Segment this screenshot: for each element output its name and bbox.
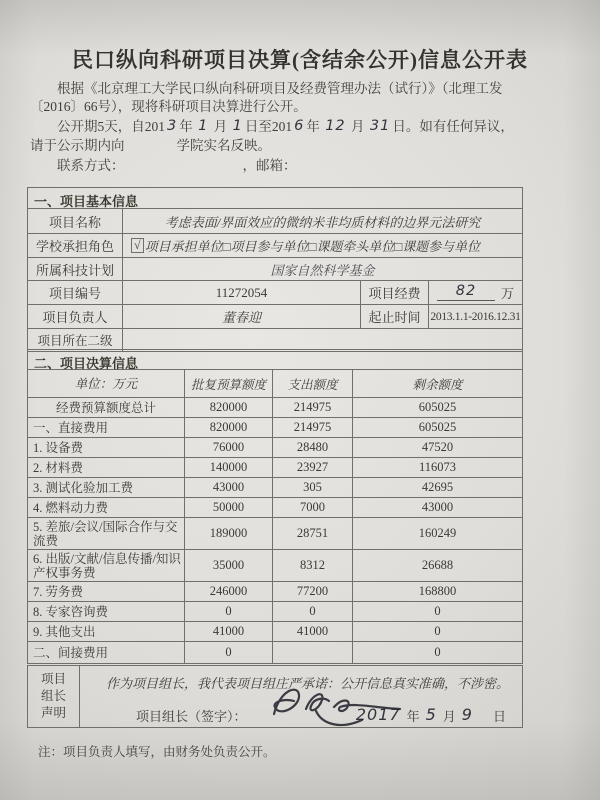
- handwritten-end-day: 31: [369, 118, 391, 134]
- footer-note: 注：项目负责人填写，由财务处负责公开。: [38, 745, 276, 759]
- budget-approved: 820000: [185, 418, 273, 437]
- budget-row-label: 9. 其他支出: [28, 622, 185, 641]
- secondary-unit-label: 项目所在二级: [28, 329, 123, 351]
- budget-approved: 50000: [185, 498, 273, 517]
- project-name-label: 项目名称: [28, 209, 123, 233]
- period-label: 起止时间: [361, 305, 429, 328]
- budget-row-indirect: [28, 642, 522, 663]
- budget-row-label: 4. 燃料动力费: [28, 498, 185, 517]
- row-project-leader: [28, 305, 522, 329]
- budget-approved: 76000: [185, 438, 273, 457]
- secondary-unit-value-empty: [123, 329, 522, 351]
- declaration-promise-text: 作为项目组长，我代表项目组庄严承诺：公开信息真实准确，不涉密。: [106, 676, 510, 691]
- intro-paragraphs: [30, 80, 522, 178]
- sign-month-char: 月: [442, 709, 456, 724]
- budget-row-publication-ip: [28, 550, 522, 582]
- budget-approved: 41000: [185, 622, 273, 641]
- budget-remaining: 42695: [421, 480, 454, 494]
- budget-spent: 23927: [273, 458, 353, 477]
- budget-spent-empty: [273, 642, 353, 663]
- handwritten-sign-day: 9: [461, 705, 473, 724]
- declaration-label: [28, 666, 80, 727]
- budget-remaining: 168800: [418, 584, 457, 598]
- budget-spent: 8312: [273, 550, 353, 581]
- budget-spent: 214975: [273, 398, 353, 417]
- project-number-label: 项目编号: [28, 281, 123, 304]
- budget-row-direct: [28, 418, 522, 438]
- email-label: ，邮箱：: [242, 158, 297, 173]
- budget-row-label: 二、间接费用: [28, 642, 185, 663]
- handwritten-end-year: 6: [294, 118, 305, 134]
- col-header-approved: 批复预算额度: [185, 370, 273, 397]
- budget-remaining: 0: [434, 645, 441, 659]
- project-name-value: 考虑表面/界面效应的微纳米非均质材料的边界元法研究: [164, 214, 481, 230]
- budget-spent: 7000: [273, 498, 353, 517]
- budget-approved: 246000: [185, 582, 273, 601]
- year-char: 年: [179, 119, 193, 134]
- role-unchecked-options: □项目参与单位□课题牵头单位□课题参与单位: [222, 239, 481, 254]
- col-header-unit: 单位：万元: [28, 370, 185, 397]
- budget-row-equipment: [28, 438, 522, 458]
- budget-row-label: 6. 出版/文献/信息传播/知识产权事务费: [28, 550, 185, 581]
- handwritten-start-day: 1: [232, 118, 243, 134]
- role-checked-option: 项目承担单位: [144, 239, 223, 254]
- budget-remaining: 0: [434, 604, 441, 618]
- handwritten-budget-amount: [437, 284, 495, 301]
- college-suffix-print: 学院实名反映。: [176, 137, 271, 153]
- year-char-2: 年: [306, 119, 320, 134]
- budget-row-testing: [28, 478, 522, 498]
- budget-remaining: 160249: [418, 526, 457, 540]
- section1-header: 一、项目基本信息: [27, 187, 523, 209]
- row-school-role: [28, 234, 522, 258]
- handwritten-start-year: 3: [167, 118, 178, 134]
- budget-row-label: 一、直接费用: [28, 418, 185, 437]
- budget-spent: 0: [273, 602, 353, 621]
- contact-label: 联系方式：: [57, 158, 125, 173]
- project-budget-label: 项目经费: [361, 281, 429, 304]
- budget-approved: 0: [185, 642, 273, 663]
- budget-row-label: 3. 测试化验加工费: [28, 478, 185, 497]
- to-date-print: 日至201: [244, 119, 293, 134]
- budget-unit: 万: [500, 286, 514, 301]
- handwritten-start-month: 1: [198, 118, 209, 134]
- project-leader-label: 项目负责人: [28, 305, 123, 328]
- month-char-2: 月: [351, 119, 365, 134]
- sign-here-label: 项目组长（签字）：: [136, 709, 247, 724]
- budget-row-expert-consulting: [28, 602, 522, 622]
- budget-table: [27, 370, 523, 664]
- budget-remaining: 605025: [418, 420, 457, 434]
- budget-remaining: 47520: [421, 440, 454, 454]
- budget-approved: 820000: [185, 398, 273, 417]
- objection-print: 日。如有任何异议，: [392, 119, 514, 134]
- sign-year-char: 年: [406, 709, 420, 724]
- project-leader-value: 董春迎: [123, 305, 361, 328]
- budget-spent: 305: [273, 478, 353, 497]
- signature-date: [354, 706, 506, 725]
- budget-row-total: [28, 398, 522, 418]
- handwritten-sign-month: 5: [425, 705, 437, 724]
- col-header-spent: 支出额度: [273, 370, 353, 397]
- declaration-label-line: 项目: [40, 672, 66, 686]
- row-project-number: [28, 281, 522, 305]
- sci-plan-label: 所属科技计划: [28, 258, 123, 280]
- publicity-period-line: [30, 118, 522, 154]
- budget-row-label: 经费预算额度总计: [28, 398, 185, 417]
- open-line-print: 公开期5天，自201: [57, 119, 165, 134]
- budget-row-other: [28, 622, 522, 642]
- budget-row-fuel-power: [28, 498, 522, 518]
- budget-approved: 0: [185, 602, 273, 621]
- budget-row-travel-conference: [28, 518, 522, 550]
- handwritten-sign-year: 2017: [355, 705, 401, 724]
- budget-approved: 189000: [185, 518, 273, 549]
- budget-remaining: 26688: [421, 558, 454, 572]
- section2-header: 二、项目决算信息: [27, 349, 523, 370]
- budget-row-label: 1. 设备费: [28, 438, 185, 457]
- budget-spent: 28480: [273, 438, 353, 457]
- budget-spent: 214975: [273, 418, 353, 437]
- budget-row-label: 7. 劳务费: [28, 582, 185, 601]
- school-role-value: [123, 234, 522, 257]
- declaration-label-line: 组长: [40, 689, 66, 703]
- handwritten-end-month: 12: [325, 118, 346, 134]
- row-sci-plan: [28, 258, 522, 281]
- budget-row-label: 8. 专家咨询费: [28, 602, 185, 621]
- form-title: 民口纵向科研项目决算(含结余公开)信息公开表: [72, 48, 528, 72]
- budget-row-label: 2. 材料费: [28, 458, 185, 477]
- budget-row-materials: [28, 458, 522, 478]
- budget-remaining: 116073: [418, 460, 457, 474]
- signature-row: [80, 706, 522, 725]
- leader-declaration-block: [27, 665, 523, 728]
- col-header-remaining: 剩余额度: [412, 377, 463, 392]
- checked-checkbox-icon: √: [131, 238, 144, 253]
- budget-approved: 140000: [185, 458, 273, 477]
- project-number-value: 11272054: [123, 281, 361, 304]
- budget-row-labor: [28, 582, 522, 602]
- declaration-label-line: 声明: [40, 706, 66, 720]
- declaration-body: [80, 666, 522, 727]
- budget-amount-digits: 82: [455, 283, 477, 299]
- sci-plan-value-handwritten: 国家自然科学基金: [270, 262, 375, 278]
- budget-approved: 43000: [185, 478, 273, 497]
- project-budget-value: [429, 281, 522, 304]
- budget-spent: 28751: [273, 518, 353, 549]
- school-role-label: 学校承担角色: [28, 234, 123, 257]
- budget-approved: 35000: [185, 550, 273, 581]
- period-value: 2013.1.1-2016.12.31: [430, 310, 521, 323]
- report-to-print: 请于公示期内向: [30, 137, 125, 153]
- budget-row-label: 5. 差旅/会议/国际合作与交流费: [28, 518, 185, 549]
- intro-basis-text: 根据《北京理工大学民口纵向科研项目及经费管理办法（试行）》（北理工发〔2016〕66号），现将科研项目决算进行公开。: [30, 81, 503, 114]
- budget-spent: 41000: [273, 622, 353, 641]
- month-char: 月: [213, 119, 228, 134]
- budget-header-row: [28, 370, 522, 398]
- contact-line: [30, 157, 522, 175]
- row-project-name: [28, 209, 522, 234]
- budget-spent: 77200: [273, 582, 353, 601]
- budget-remaining: 0: [434, 624, 441, 638]
- budget-remaining: 43000: [421, 500, 454, 514]
- sign-day-char: 日: [492, 709, 506, 724]
- row-secondary-unit: [28, 329, 522, 351]
- section1-table: [27, 209, 523, 352]
- budget-remaining: 605025: [418, 400, 457, 414]
